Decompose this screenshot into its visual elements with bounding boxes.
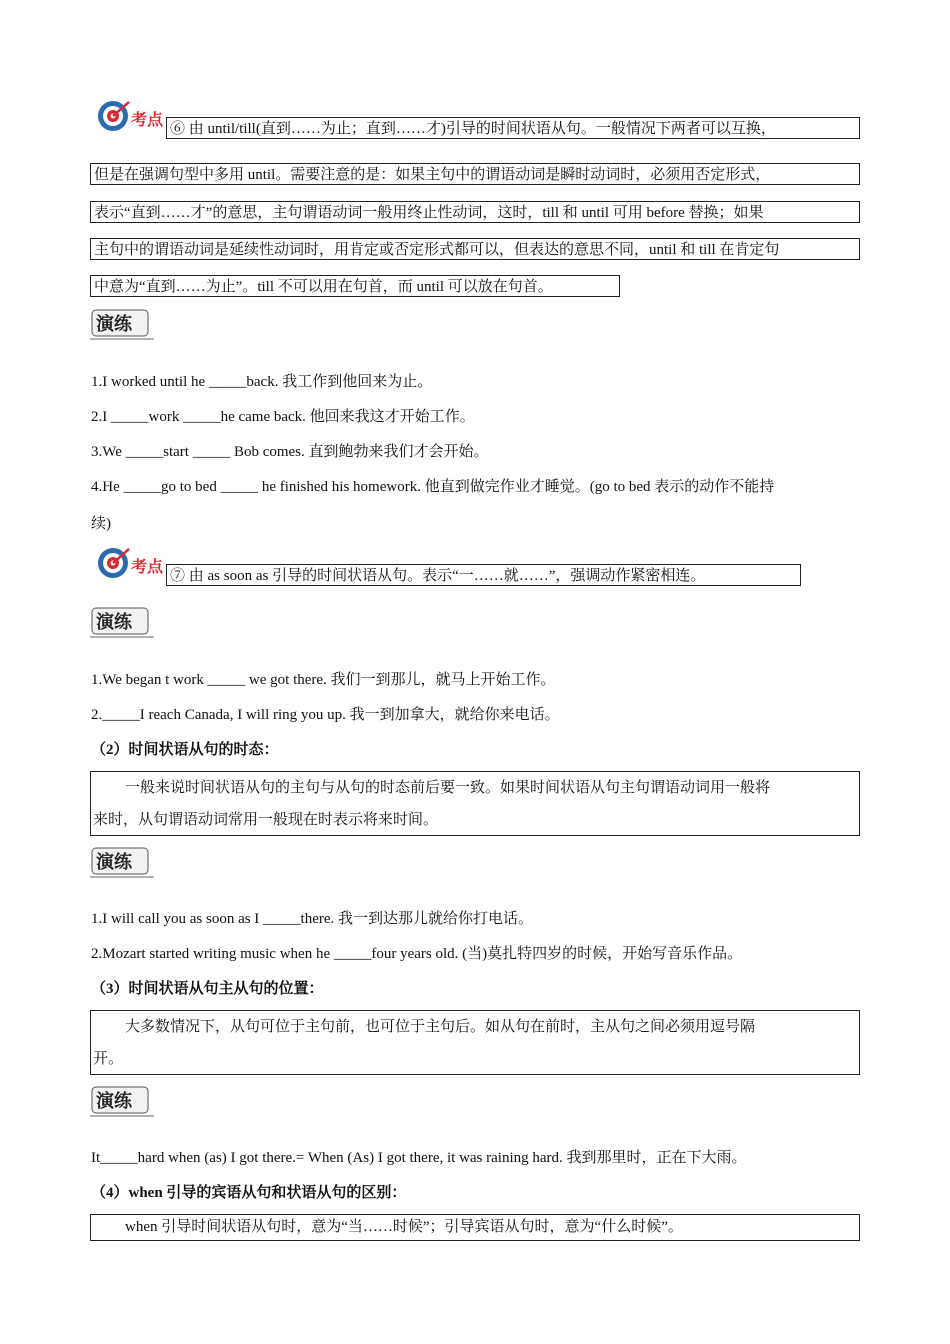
- section4-heading: （4）when 引导的宾语从句和状语从句的区别：: [91, 1185, 407, 1201]
- yanlian-label: 演练: [96, 612, 132, 633]
- exercise1-item: 续): [91, 516, 111, 532]
- yanlian-icon: [90, 308, 154, 340]
- kaodian-icon: [96, 545, 168, 583]
- yanlian-label: 演练: [96, 852, 132, 873]
- point6-line3: 表示“直到……才”的意思，主句谓语动词一般用终止性动词，这时，till 和 until 可用 before 替换；如果: [90, 201, 860, 223]
- exercise3-item: 1.I will call you as soon as I _____there. 我一到达那儿就给你打电话。: [91, 911, 534, 927]
- yanlian-icon: [90, 846, 154, 878]
- point7-text: ⑦ 由 as soon as 引导的时间状语从句。表示“一……就……”，强调动作紧密相连。: [166, 564, 801, 586]
- exercise1-item: 2.I _____work _____he came back. 他回来我这才开始工作。: [91, 409, 475, 425]
- exercise2-item: 1.We began t work _____ we got there. 我们一到那儿，就马上开始工作。: [91, 672, 556, 688]
- section4-box-line1: when 引导时间状语从句时，意为“当……时候”；引导宾语从句时，意为“什么时候”。: [125, 1219, 683, 1235]
- point6-line2: 但是在强调句型中多用 until。需要注意的是：如果主句中的谓语动词是瞬时动词时，必须用否定形式，: [90, 163, 860, 185]
- point6-line1: ⑥ 由 until/till(直到……为止；直到……才)引导的时间状语从句。一般情况下两者可以互换，: [166, 117, 860, 139]
- section2-heading: （2）时间状语从句的时态：: [91, 742, 279, 758]
- kaodian-label: 考点: [131, 557, 164, 576]
- exercise4-item: It_____hard when (as) I got there.= When (As) I got there, it was raining hard. 我到那里时，正在下大雨。: [91, 1150, 747, 1166]
- yanlian-icon: [90, 1085, 154, 1117]
- section3-box-line1: 大多数情况下，从句可位于主句前，也可位于主句后。如从句在前时，主从句之间必须用逗号隔: [125, 1019, 756, 1035]
- kaodian-icon: [96, 98, 168, 136]
- yanlian-label: 演练: [96, 1091, 132, 1112]
- exercise3-item: 2.Mozart started writing music when he _____four years old. (当)莫扎特四岁的时候，开始写音乐作品。: [91, 946, 743, 962]
- exercise1-item: 3.We _____start _____ Bob comes. 直到鲍勃来我们才会开始。: [91, 444, 489, 460]
- section4-box: [90, 1214, 860, 1241]
- yanlian-icon: [90, 606, 154, 638]
- section3-box: [90, 1010, 860, 1075]
- section2-box-line2: 来时，从句谓语动词常用一般现在时表示将来时间。: [93, 812, 439, 828]
- kaodian-label: 考点: [131, 110, 164, 129]
- exercise1-item: 1.I worked until he _____back. 我工作到他回来为止。: [91, 374, 433, 390]
- section2-box: [90, 771, 860, 836]
- yanlian-label: 演练: [96, 314, 132, 335]
- exercise2-item: 2._____I reach Canada, I will ring you up. 我一到加拿大，就给你来电话。: [91, 707, 560, 723]
- section2-box-line1: 一般来说时间状语从句的主句与从句的时态前后要一致。如果时间状语从句主句谓语动词用一般将: [125, 780, 771, 796]
- section3-heading: （3）时间状语从句主从句的位置：: [91, 981, 324, 997]
- exercise1-item: 4.He _____go to bed _____ he finished his homework. 他直到做完作业才睡觉。(go to bed 表示的动作不能持: [91, 479, 775, 495]
- point6-line5: 中意为“直到……为止”。till 不可以用在句首，而 until 可以放在句首。: [90, 275, 620, 297]
- section3-box-line2: 开。: [93, 1051, 124, 1067]
- point6-line4: 主句中的谓语动词是延续性动词时，用肯定或否定形式都可以，但表达的意思不同，until 和 till 在肯定句: [90, 238, 860, 260]
